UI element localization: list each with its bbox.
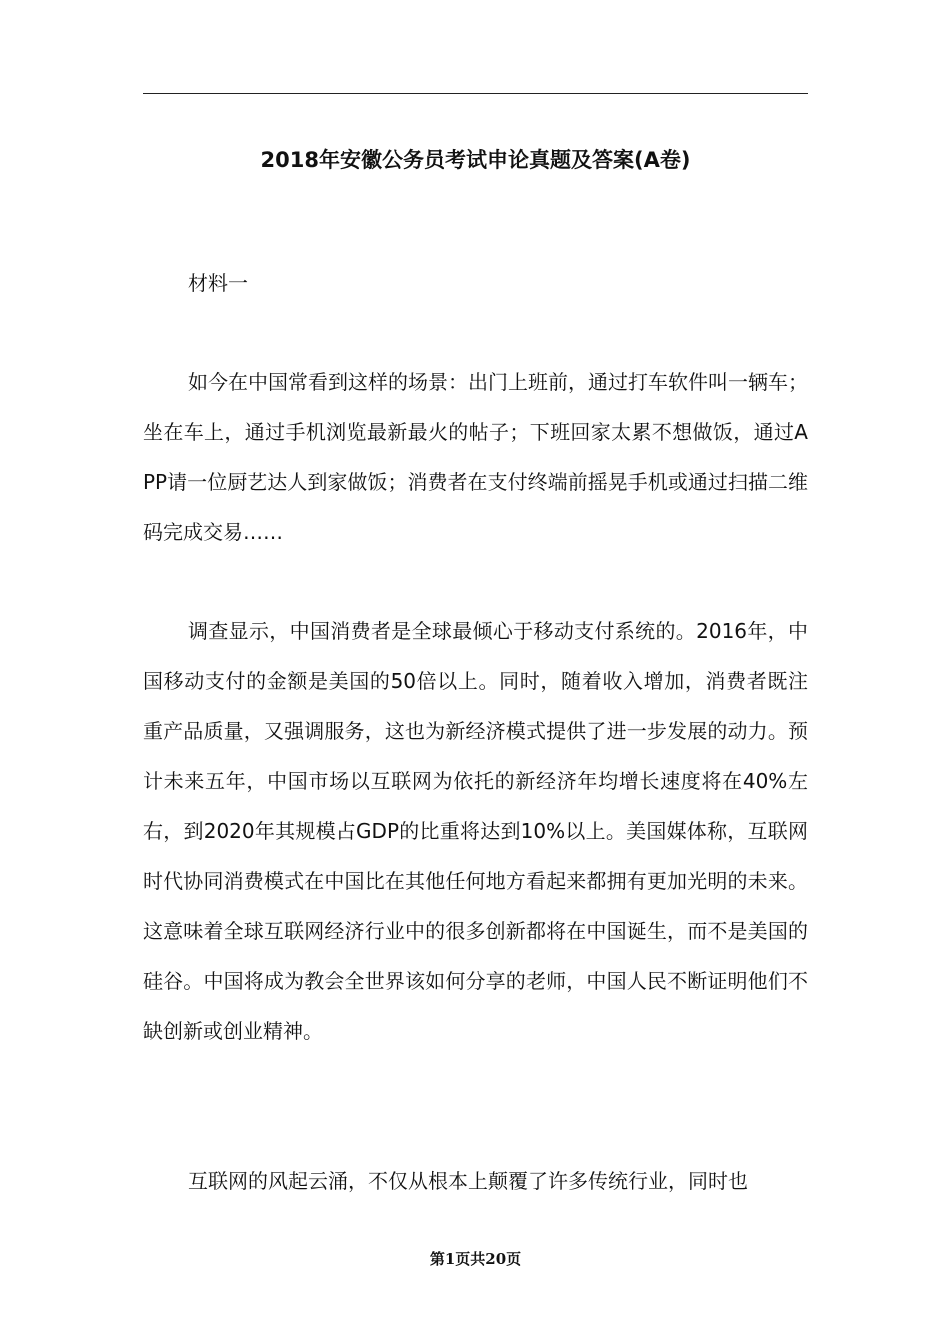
paragraph-2 <box>143 606 808 1056</box>
page-number-footer: 第1页共20页 <box>429 1250 522 1268</box>
document-title: 2018年安徽公务员考试申论真题及答案(A卷) <box>260 148 691 172</box>
paragraph-1: 如今在中国常看到这样的场景：出门上班前，通过打车软件叫一辆车；坐在车上，通过手机浏览最新最火的帖子；下班回家太累不想做饭，通过APP请一位厨艺达人到家做饭；消费者在支付终端前摇晃手机或通过扫描二维码完成交易…… <box>143 370 808 544</box>
header-rule <box>143 93 808 94</box>
paragraph-3: 互联网的风起云涌，不仅从根本上颠覆了许多传统行业，同时也 <box>188 1169 748 1193</box>
section-heading: 材料一 <box>188 271 248 295</box>
paragraph-2-text: 调查显示，中国消费者是全球最倾心于移动支付系统的。2016年，中国移动支付的金额是美国的50倍以上。同时，随着收入增加，消费者既注重产品质量，又强调服务，这也为新经济模式提供了进一步发展的动力。预计未来五年，中国市场以互联网为依托的新经济年均增长速度将在40%左右，到2020年其规模占GDP的比重将达到10%以上。美国媒体称，互联网时代协同消费模式在中国比在其他任何地方看起来都拥有更加光明的未来。这意味着全球互联网经济行业中的很多创新都将在中国诞生，而不是美国的硅谷。中国将成为教会全世界该如何分享的老师，中国人民不断证明他们不缺创新或创业精神。 <box>143 619 808 1043</box>
